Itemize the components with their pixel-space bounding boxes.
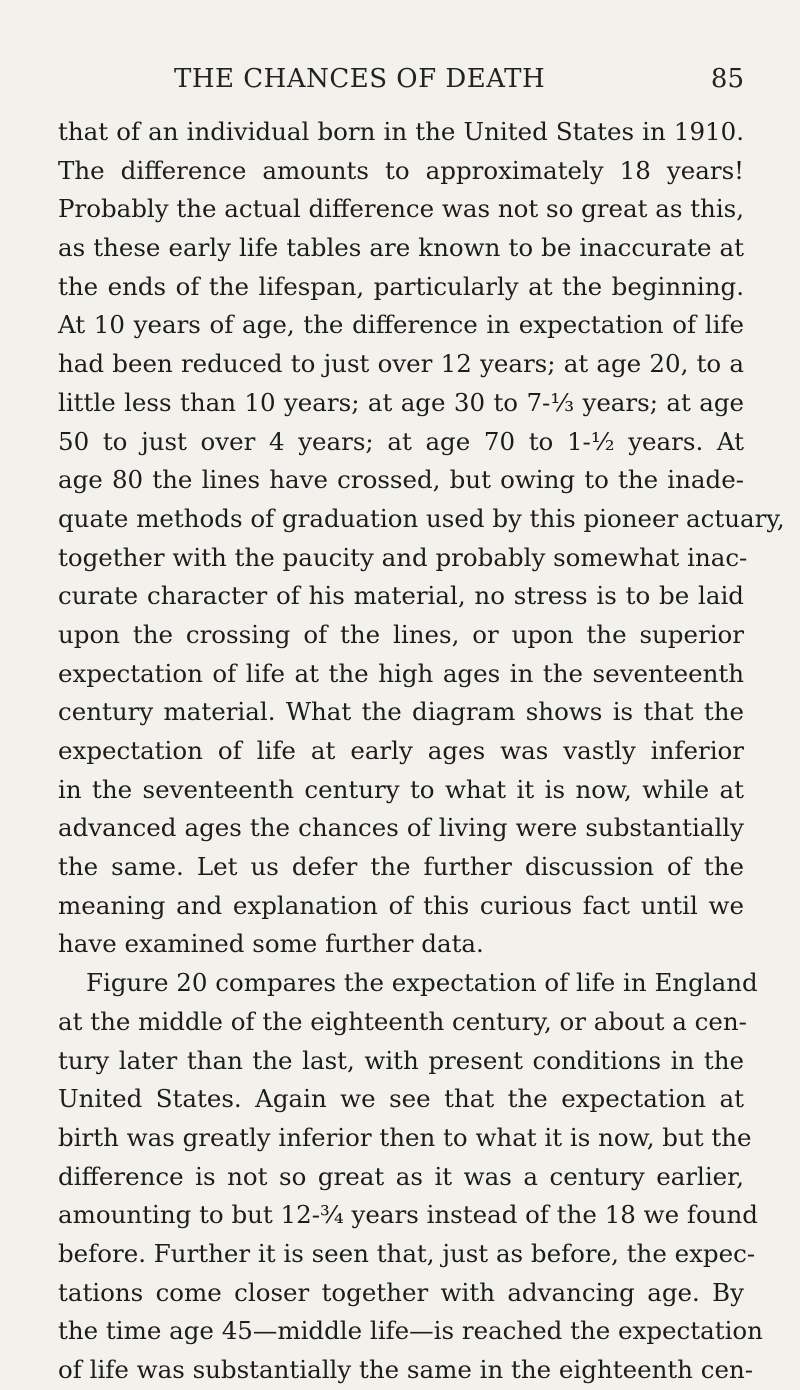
text-line: at the middle of the eighteenth century, or about a cen-	[58, 1006, 747, 1036]
text-line: expectation of life at early ages was vastly inferior	[58, 736, 744, 765]
text-line: curate character of his material, no stress is to be laid	[58, 581, 744, 611]
text-line: have examined some further data.	[58, 929, 484, 959]
text-line: birth was greatly inferior then to what it is now, but the	[58, 1122, 752, 1152]
text-line: of life was substantially the same in the eighteenth cen-	[58, 1355, 754, 1384]
text-line: age 80 the lines have crossed, but owing to the inade-	[58, 465, 744, 495]
text-line: At 10 years of age, the difference in expectation of life	[58, 310, 744, 340]
page-number: 85	[710, 64, 744, 94]
text-line: 50 to just over 4 years; at age 70 to 1-½ years. At	[58, 426, 744, 456]
text-line: United States. Again we see that the expectation at	[58, 1084, 744, 1114]
text-line: amounting to but 12-¾ years instead of the 18 we found	[58, 1200, 758, 1230]
text-line: tations come closer together with advancing age. By	[58, 1277, 744, 1307]
text-line: advanced ages the chances of living were substantially	[58, 813, 744, 843]
body-text	[58, 113, 785, 1390]
text-line: Probably the actual difference was not so great as this,	[58, 194, 745, 224]
text-line: the same. Let us defer the further discussion of the	[58, 852, 744, 882]
text-line: as these early life tables are known to be inaccurate at	[58, 233, 744, 263]
page-header	[112, 64, 744, 102]
text-line: expectation of life at the high ages in the seventeenth	[58, 658, 744, 688]
text-line: tury later than the last, with present conditions in the	[58, 1045, 744, 1075]
text-line: the time age 45—middle life—is reached the expectation	[58, 1316, 763, 1346]
text-line: The difference amounts to approximately 18 years!	[58, 155, 744, 185]
text-line: in the seventeenth century to what it is now, while at	[58, 774, 744, 804]
text-line: that of an individual born in the United States in 1910.	[58, 117, 744, 146]
text-line: had been reduced to just over 12 years; at age 20, to a	[58, 349, 744, 379]
text-line: Figure 20 compares the expectation of life in England	[86, 968, 758, 998]
text-line: before. Further it is seen that, just as before, the expec-	[58, 1238, 756, 1268]
text-line: difference is not so great as it was a century earlier,	[58, 1161, 744, 1191]
text-line: little less than 10 years; at age 30 to 7-⅓ years; at age	[58, 387, 744, 417]
text-line: meaning and explanation of this curious fact until we	[58, 890, 744, 920]
text-line: together with the paucity and probably somewhat inac-	[58, 542, 748, 572]
text-line: the ends of the lifespan, particularly at the beginning.	[58, 271, 744, 301]
text-line: quate methods of graduation used by this pioneer actuary,	[58, 503, 785, 533]
text-line: upon the crossing of the lines, or upon the superior	[58, 619, 744, 649]
running-head: THE CHANCES OF DEATH	[174, 64, 546, 94]
text-line: century material. What the diagram shows is that the	[58, 697, 744, 727]
